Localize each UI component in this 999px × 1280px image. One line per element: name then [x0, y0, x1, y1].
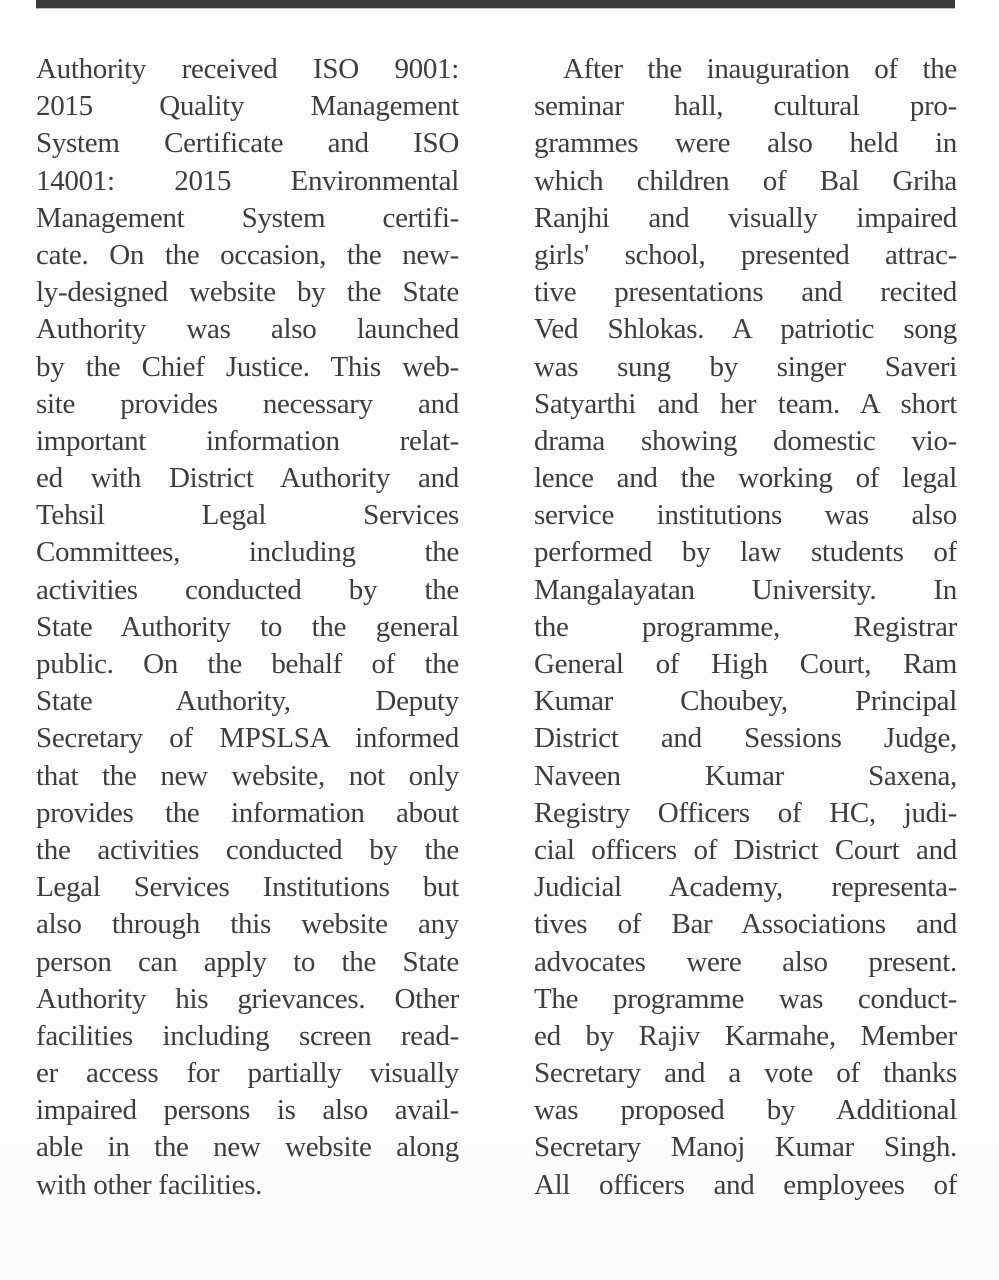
text-line: ed by Rajiv Karmahe, Member: [534, 1019, 957, 1052]
article-body: [36, 51, 957, 1204]
text-line: Secretary of MPSLSA informed: [36, 722, 459, 755]
text-line: All officers and employees of: [534, 1168, 957, 1201]
text-line: Judicial Academy, representa-: [534, 871, 957, 904]
text-line: activities conducted by the: [36, 573, 459, 606]
text-line: Management System certifi-: [36, 201, 459, 234]
text-line: public. On the behalf of the: [36, 648, 459, 680]
text-line: Naveen Kumar Saxena,: [534, 759, 957, 792]
text-line: able in the new website along: [36, 1131, 459, 1164]
text-line: impaired persons is also avail-: [36, 1094, 459, 1127]
text-line: provides the information about: [36, 796, 459, 829]
text-line: the programme, Registrar: [534, 610, 957, 643]
text-line: also through this website any: [36, 908, 459, 941]
text-line: Authority received ISO 9001:: [36, 53, 459, 85]
text-line: person can apply to the State: [36, 945, 459, 978]
text-line: service institutions was also: [534, 499, 957, 532]
text-line: Satyarthi and her team. A short: [534, 387, 957, 420]
text-line: Authority was also launched: [36, 313, 459, 346]
text-line: 14001: 2015 Environmental: [36, 164, 459, 197]
text-line: drama showing domestic vio-: [534, 424, 957, 457]
text-line: lence and the working of legal: [534, 462, 957, 495]
article-column-right: [534, 51, 957, 1204]
text-line: Ved Shlokas. A patriotic song: [534, 313, 957, 346]
text-line: was sung by singer Saveri: [534, 350, 957, 383]
text-line: General of High Court, Ram: [534, 648, 957, 680]
text-line: seminar hall, cultural pro-: [534, 90, 957, 123]
text-line: Legal Services Institutions but: [36, 871, 459, 904]
text-line: girls' school, presented attrac-: [534, 238, 957, 271]
top-rule-divider: [36, 0, 955, 8]
text-line: cial officers of District Court and: [534, 833, 957, 866]
text-line: Authority his grievances. Other: [36, 982, 459, 1015]
text-line: er access for partially visually: [36, 1057, 459, 1090]
text-line: State Authority to the general: [36, 610, 459, 643]
text-line: State Authority, Deputy: [36, 685, 459, 718]
text-line: advocates were also present.: [534, 945, 957, 978]
text-line: ed with District Authority and: [36, 462, 459, 495]
text-line: After the inauguration of the: [563, 53, 957, 85]
text-line: ly-designed website by the State: [36, 276, 459, 309]
text-line: District and Sessions Judge,: [534, 722, 957, 755]
text-line: Kumar Choubey, Principal: [534, 685, 957, 718]
text-line: 2015 Quality Management: [36, 90, 459, 123]
text-line: facilities including screen read-: [36, 1019, 459, 1052]
text-line: cate. On the occasion, the new-: [36, 238, 459, 271]
text-line: tive presentations and recited: [534, 276, 957, 309]
text-line: important information relat-: [36, 424, 459, 457]
text-line: site provides necessary and: [36, 387, 459, 420]
text-line: Committees, including the: [36, 536, 459, 569]
text-line: with other facilities.: [36, 1168, 263, 1201]
text-line: System Certificate and ISO: [36, 127, 459, 160]
text-line: Tehsil Legal Services: [36, 499, 459, 532]
text-line: that the new website, not only: [36, 759, 459, 792]
text-line: grammes were also held in: [534, 127, 957, 160]
article-column-left: [36, 51, 459, 1204]
text-line: Registry Officers of HC, judi-: [534, 796, 957, 829]
text-line: the activities conducted by the: [36, 833, 459, 866]
text-line: was proposed by Additional: [534, 1094, 957, 1127]
text-line: tives of Bar Associations and: [534, 908, 957, 941]
text-line: The programme was conduct-: [534, 982, 957, 1015]
text-line: by the Chief Justice. This web-: [36, 350, 459, 383]
text-line: Secretary and a vote of thanks: [534, 1057, 957, 1090]
text-line: Ranjhi and visually impaired: [534, 201, 957, 234]
text-line: performed by law students of: [534, 536, 957, 569]
text-line: Mangalayatan University. In: [534, 573, 957, 606]
text-line: which children of Bal Griha: [534, 164, 957, 197]
text-line: Secretary Manoj Kumar Singh.: [534, 1131, 957, 1164]
